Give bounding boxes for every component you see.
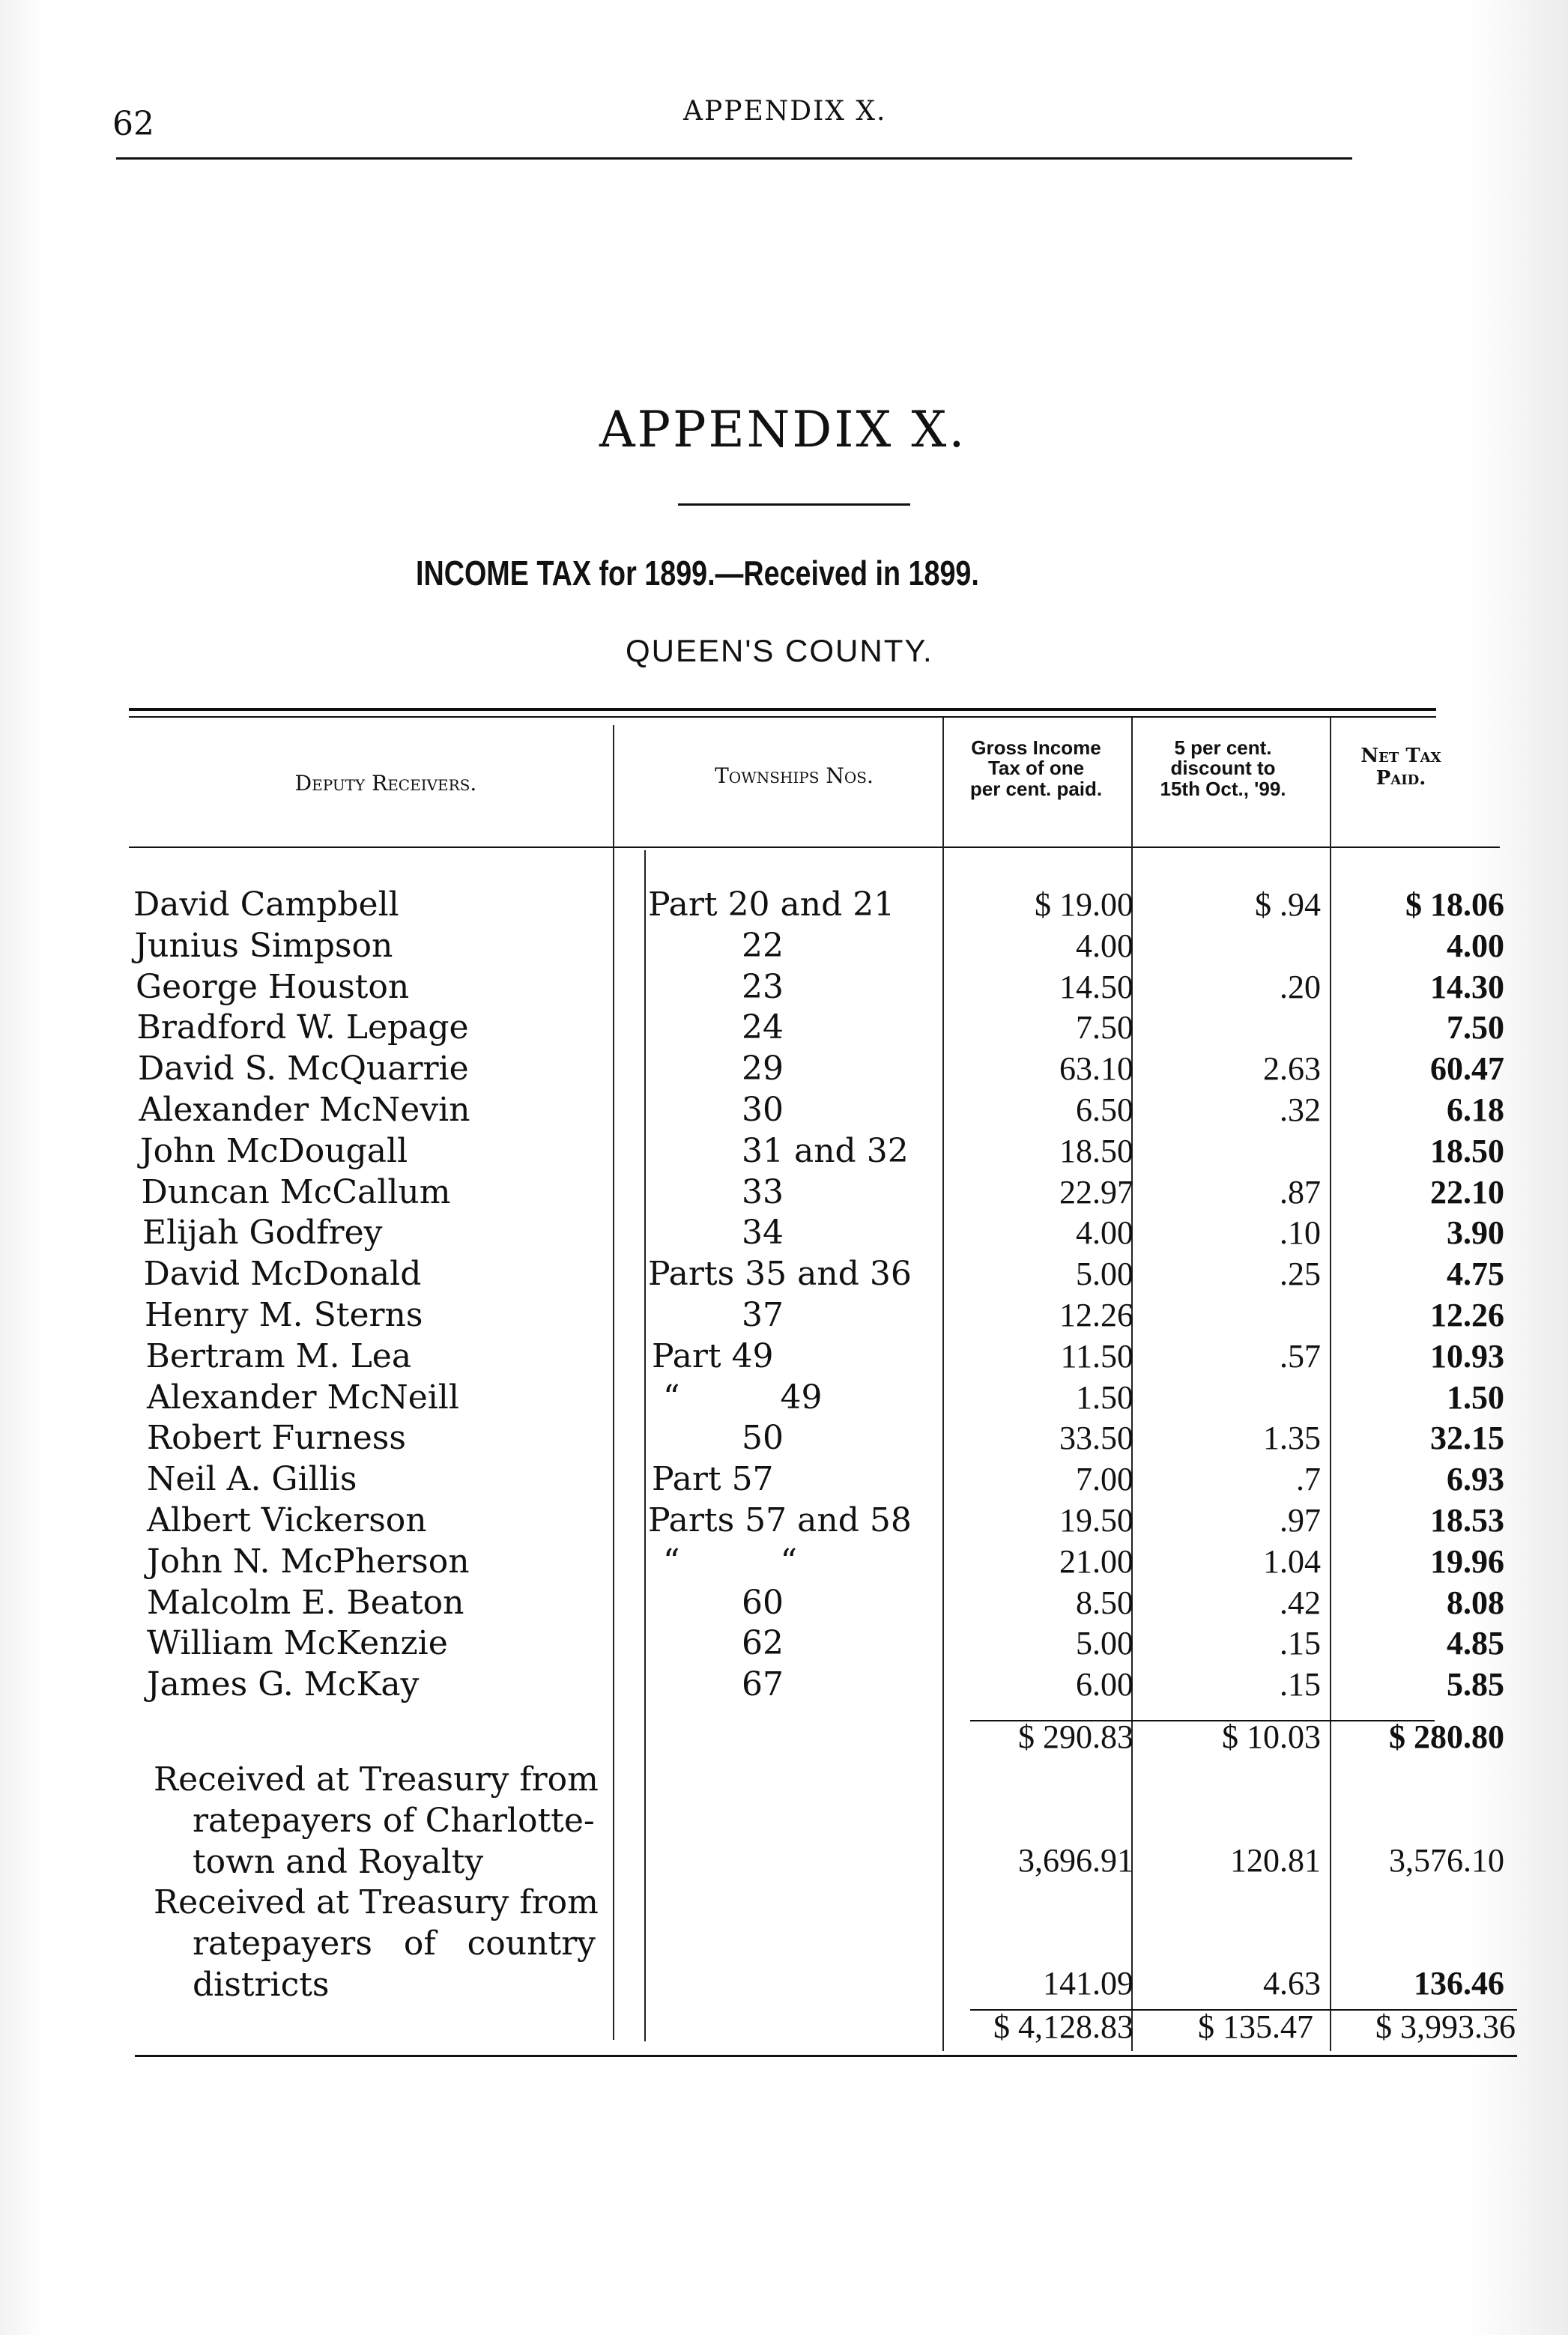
net-tax-paid: 12.26: [1430, 1297, 1504, 1333]
township-numbers: “ 49: [663, 1378, 823, 1417]
deputy-receiver-name: Elijah Godfrey: [142, 1214, 383, 1252]
gross-income-tax: 7.50: [1076, 1009, 1133, 1046]
deputy-receiver-name: Robert Furness: [147, 1419, 406, 1457]
township-numbers: 29: [742, 1050, 784, 1088]
gross-income-tax: $ 19.00: [1035, 886, 1133, 923]
col-header-gross: [942, 738, 1130, 799]
township-numbers: Parts 35 and 36: [648, 1255, 912, 1293]
township-numbers: Part 49: [652, 1337, 774, 1375]
net-tax-paid: 4.85: [1447, 1625, 1504, 1662]
township-numbers: Part 57: [652, 1460, 774, 1498]
col-header-discount-line2: discount to: [1170, 757, 1276, 780]
township-numbers: Part 20 and 21: [648, 885, 895, 924]
table-row: [0, 1214, 1568, 1255]
discount-amount: 2.63: [1263, 1050, 1321, 1087]
deputy-receiver-name: David S. McQuarrie: [138, 1050, 469, 1088]
township-numbers: 34: [742, 1214, 784, 1252]
township-numbers: 31 and 32: [742, 1132, 909, 1170]
township-numbers: 22: [742, 927, 784, 965]
township-numbers: 37: [742, 1296, 784, 1334]
deputy-receiver-name: David Campbell: [133, 885, 399, 924]
country-line3: districts: [193, 1966, 330, 2004]
net-tax-paid: 6.93: [1447, 1461, 1504, 1497]
country-discount: 4.63: [1263, 1965, 1321, 2002]
gross-income-tax: 22.97: [1059, 1174, 1133, 1211]
grand-total-net: $ 3,993.36: [1375, 2008, 1516, 2045]
table-bottom-rule: [135, 2055, 1517, 2057]
deputy-receiver-name: Alexander McNeill: [147, 1378, 459, 1417]
net-tax-paid: 7.50: [1447, 1009, 1504, 1046]
deputy-receiver-name: Bertram M. Lea: [145, 1337, 412, 1375]
gross-income-tax: 33.50: [1059, 1420, 1133, 1456]
net-tax-paid: 4.75: [1447, 1256, 1504, 1292]
net-tax-paid: 18.53: [1430, 1502, 1504, 1539]
net-tax-paid: 18.50: [1430, 1133, 1504, 1169]
col-header-net: [1322, 745, 1480, 790]
discount-amount: .15: [1280, 1625, 1321, 1662]
subtotal-row: [0, 1718, 1568, 1759]
township-numbers: 50: [742, 1419, 784, 1457]
net-tax-paid: 5.85: [1447, 1666, 1504, 1703]
net-tax-paid: 14.30: [1430, 969, 1504, 1005]
table-row: [0, 927, 1568, 968]
country-row: [0, 1964, 1568, 2005]
table-row: [0, 1337, 1568, 1378]
table-top-rule-2: [129, 716, 1436, 718]
township-numbers: 30: [742, 1091, 784, 1129]
discount-amount: .20: [1280, 969, 1321, 1005]
discount-amount: .57: [1280, 1338, 1321, 1375]
table-row: [0, 1542, 1568, 1584]
county-heading: QUEEN'S COUNTY.: [626, 633, 933, 668]
deputy-receiver-name: Bradford W. Lepage: [136, 1008, 469, 1047]
gross-income-tax: 63.10: [1059, 1050, 1133, 1087]
charlottetown-net: 3,576.10: [1389, 1842, 1504, 1879]
charlottetown-line3: town and Royalty: [193, 1843, 484, 1881]
deputy-receiver-name: George Houston: [136, 968, 410, 1006]
deputy-receiver-name: Neil A. Gillis: [147, 1460, 357, 1498]
col-header-discount: [1131, 738, 1315, 799]
table-row: [0, 968, 1568, 1009]
gross-income-tax: 6.50: [1076, 1091, 1133, 1128]
deputy-receiver-name: Junius Simpson: [134, 927, 393, 965]
header-bottom-rule: [129, 847, 1500, 848]
township-numbers: Parts 57 and 58: [648, 1501, 912, 1539]
discount-amount: .42: [1280, 1584, 1321, 1621]
gross-income-tax: 1.50: [1076, 1379, 1133, 1416]
net-tax-paid: 10.93: [1430, 1338, 1504, 1375]
table-subtitle: INCOME TAX for 1899.—Received in 1899.: [416, 554, 979, 593]
country-net: 136.46: [1414, 1965, 1504, 2002]
col-header-net-line1: Net Tax: [1360, 745, 1441, 767]
table-row: [0, 1624, 1568, 1665]
table-row: [0, 1501, 1568, 1542]
net-tax-paid: 22.10: [1430, 1174, 1504, 1211]
table-row: [0, 1584, 1568, 1625]
net-tax-paid: 60.47: [1430, 1050, 1504, 1087]
charlottetown-discount: 120.81: [1230, 1842, 1321, 1879]
discount-amount: .97: [1280, 1502, 1321, 1539]
charlottetown-row: [0, 1841, 1568, 1883]
charlottetown-gross: 3,696.91: [1018, 1842, 1133, 1879]
country-line1: Received at Treasury from: [154, 1883, 599, 1921]
gross-income-tax: 5.00: [1076, 1625, 1133, 1662]
net-tax-paid: 32.15: [1430, 1420, 1504, 1456]
grand-total-gross: $ 4,128.83: [993, 2008, 1133, 2045]
charlottetown-line1: Received at Treasury from: [154, 1760, 599, 1799]
country-gross: 141.09: [1043, 1965, 1133, 2002]
deputy-receiver-name: David McDonald: [143, 1255, 422, 1293]
gross-income-tax: 4.00: [1076, 927, 1133, 964]
col-header-deputy: Deputy Receivers.: [294, 771, 477, 796]
col-header-net-line2: Paid.: [1375, 766, 1426, 790]
grand-total-row: [0, 2008, 1568, 2049]
table-row: [0, 1419, 1568, 1460]
discount-amount: .25: [1280, 1256, 1321, 1292]
table-row: [0, 1255, 1568, 1296]
table-row: [0, 1132, 1568, 1173]
col-header-gross-line2: Tax of one: [987, 757, 1085, 780]
gross-income-tax: 12.26: [1059, 1297, 1133, 1333]
deputy-receiver-name: Malcolm E. Beaton: [147, 1584, 464, 1622]
gross-income-tax: 5.00: [1076, 1256, 1133, 1292]
township-numbers: 33: [742, 1173, 784, 1211]
header-rule: [116, 157, 1352, 160]
discount-amount: .87: [1280, 1174, 1321, 1211]
table-row: [0, 1460, 1568, 1501]
table-row: [0, 1296, 1568, 1337]
township-numbers: 67: [742, 1665, 784, 1703]
col-header-discount-line1: 5 per cent.: [1174, 736, 1272, 759]
net-tax-paid: 8.08: [1447, 1584, 1504, 1621]
table-row: [0, 885, 1568, 927]
deputy-receiver-name: John N. McPherson: [147, 1542, 470, 1581]
gross-income-tax: 18.50: [1059, 1133, 1133, 1169]
table-row: [0, 1378, 1568, 1420]
net-tax-paid: 4.00: [1447, 927, 1504, 964]
discount-amount: .15: [1280, 1666, 1321, 1703]
table-row: [0, 1665, 1568, 1706]
running-head: APPENDIX X.: [683, 96, 887, 127]
discount-amount: $ .94: [1255, 886, 1321, 923]
township-numbers: 24: [742, 1008, 784, 1047]
table-row: [0, 1008, 1568, 1050]
col-header-gross-line3: per cent. paid.: [969, 777, 1103, 800]
subtotal-net: $ 280.80: [1389, 1718, 1504, 1755]
col-header-gross-line1: Gross Income: [971, 736, 1101, 759]
discount-amount: 1.35: [1263, 1420, 1321, 1456]
net-tax-paid: 3.90: [1447, 1214, 1504, 1251]
subtotal-gross: $ 290.83: [1018, 1718, 1133, 1755]
deputy-receiver-name: Alexander McNevin: [139, 1091, 470, 1129]
gross-income-tax: 11.50: [1060, 1338, 1133, 1375]
gross-income-tax: 8.50: [1076, 1584, 1133, 1621]
gross-income-tax: 19.50: [1059, 1502, 1133, 1539]
col-header-discount-line3: 15th Oct., '99.: [1160, 777, 1286, 800]
township-numbers: “ “: [663, 1542, 797, 1581]
country-line2: ratepayers of country: [193, 1924, 596, 1963]
grand-total-discount: $ 135.47: [1198, 2008, 1313, 2045]
discount-amount: .10: [1280, 1214, 1321, 1251]
charlottetown-line2: ratepayers of Charlotte-: [193, 1802, 595, 1840]
deputy-receiver-name: John McDougall: [140, 1132, 408, 1170]
col-header-townships: Townships Nos.: [715, 763, 874, 788]
net-tax-paid: 1.50: [1447, 1379, 1504, 1416]
discount-amount: .7: [1296, 1461, 1321, 1497]
net-tax-paid: 6.18: [1447, 1091, 1504, 1128]
deputy-receiver-name: Albert Vickerson: [147, 1501, 427, 1539]
deputy-receiver-name: Duncan McCallum: [141, 1173, 451, 1211]
township-numbers: 60: [742, 1584, 784, 1622]
subtotal-discount: $ 10.03: [1222, 1718, 1321, 1755]
net-tax-paid: $ 18.06: [1405, 886, 1504, 923]
gross-income-tax: 6.00: [1076, 1666, 1133, 1703]
gross-income-tax: 4.00: [1076, 1214, 1133, 1251]
net-tax-paid: 19.96: [1430, 1543, 1504, 1580]
gross-income-tax: 14.50: [1059, 969, 1133, 1005]
deputy-receiver-name: Henry M. Sterns: [145, 1296, 423, 1334]
title-rule: [678, 503, 910, 506]
gross-income-tax: 7.00: [1076, 1461, 1133, 1497]
table-row: [0, 1091, 1568, 1132]
township-numbers: 62: [742, 1624, 784, 1662]
deputy-receiver-name: James G. McKay: [147, 1665, 420, 1703]
table-top-rule: [129, 708, 1436, 711]
deputy-receiver-name: William McKenzie: [147, 1624, 448, 1662]
page-number: 62: [112, 105, 154, 143]
table-row: [0, 1050, 1568, 1091]
table-row: [0, 1173, 1568, 1214]
gross-income-tax: 21.00: [1059, 1543, 1133, 1580]
township-numbers: 23: [742, 968, 784, 1006]
discount-amount: 1.04: [1263, 1543, 1321, 1580]
page-title: APPENDIX X.: [599, 401, 967, 458]
discount-amount: .32: [1280, 1091, 1321, 1128]
